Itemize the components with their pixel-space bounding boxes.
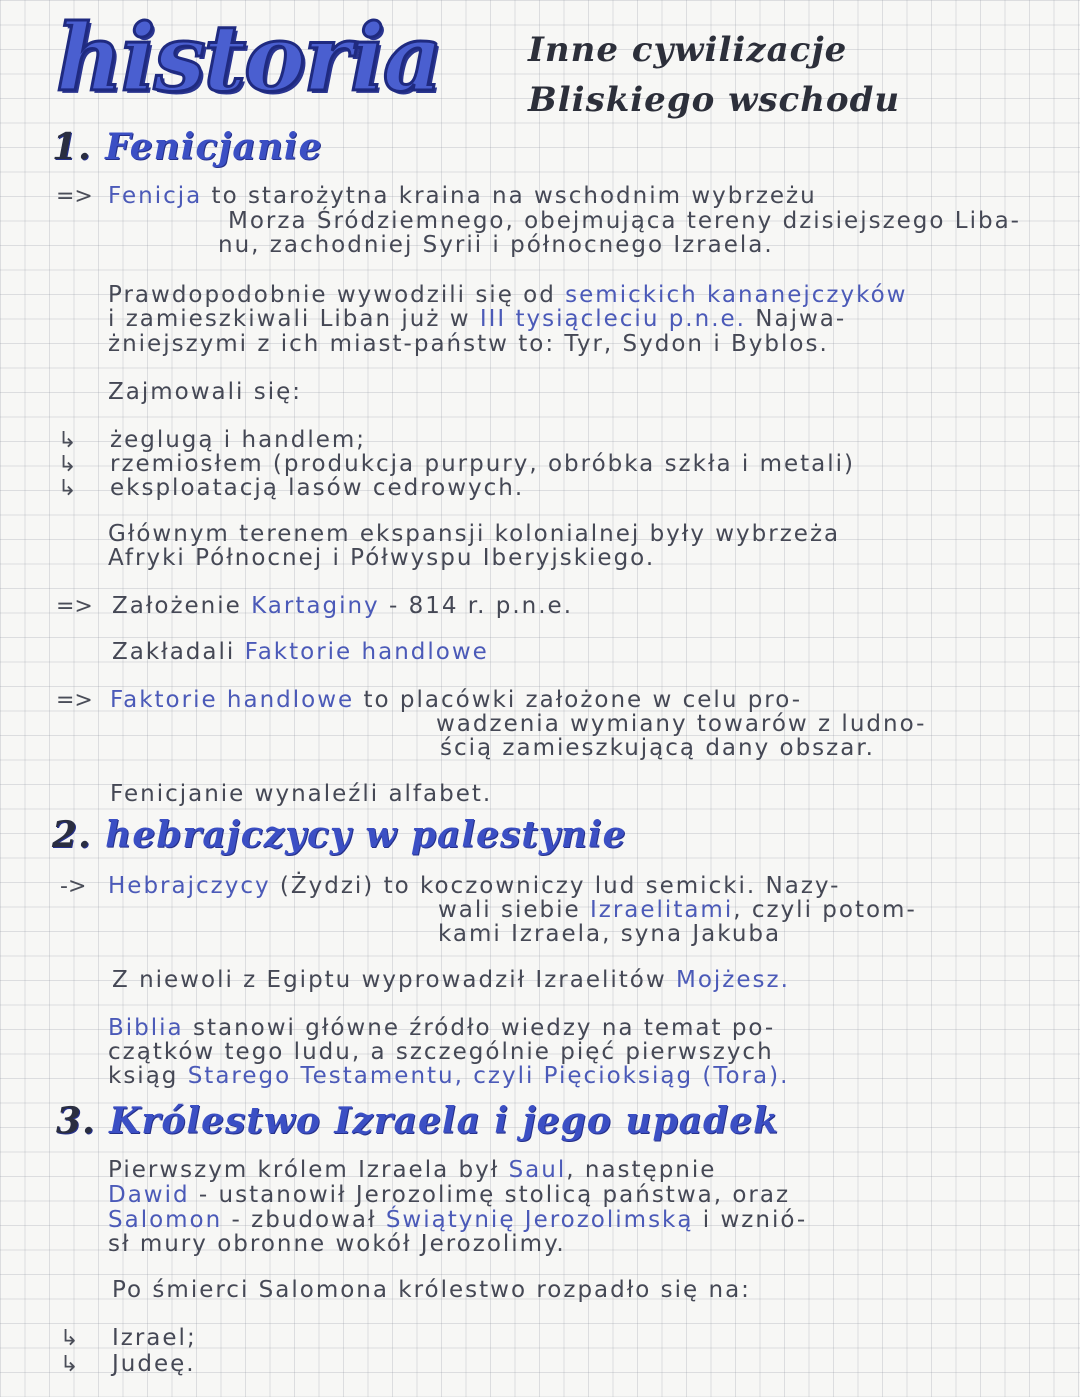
hebrews-text-3: , czyli potom- (733, 897, 917, 923)
hebrews-line-1 (108, 874, 840, 899)
definition-line-3: nu, zachodniej Syrii i północnego Izraela. (218, 232, 774, 258)
definition-line-1 (108, 184, 817, 209)
founding-date: - 814 r. p.n.e. (379, 593, 574, 619)
subtitle-line-1: Inne cywilizacje (528, 30, 848, 70)
double-arrow-icon: => (56, 688, 93, 713)
solomon-highlight: Salomon (108, 1207, 223, 1233)
arrow-icon: -> (60, 874, 87, 899)
factories-definition-line-1 (110, 688, 802, 713)
old-testament-highlight: Starego Testamentu, czyli Pięcioksiąg (Tora). (187, 1063, 790, 1089)
origin-date-highlight: III tysiącleciu p.n.e. (479, 306, 746, 332)
hebrews-text-2: wali siebie (438, 897, 590, 923)
carthage-founding (112, 594, 573, 619)
page-title: historia (56, 4, 441, 112)
bible-line-3 (108, 1064, 789, 1089)
hebrews-line-2 (438, 898, 917, 923)
bullet-arrow-icon: ↳ (58, 452, 77, 477)
occupation-item: rzemiosłem (produkcja purpury, obróbka szkła i metali) (110, 451, 856, 477)
hebrews-text: (Żydzi) to koczowniczy lud semicki. Nazy- (270, 873, 841, 899)
definition-line-2: Morza Śródziemnego, obejmująca tereny dzisiejszego Liba- (228, 208, 1021, 234)
section-3-title: Królestwo Izraela i jego upadek (109, 1100, 779, 1142)
kingdom-text: Pierwszym królem Izraela był (108, 1157, 509, 1183)
origin-line-2 (108, 307, 846, 332)
hebrews-line-3: kami Izraela, syna Jakuba (438, 921, 782, 947)
saul-highlight: Saul (508, 1157, 567, 1183)
split-line: Po śmierci Salomona królestwo rozpadło się na: (112, 1277, 751, 1303)
origin-text-2: i zamieszkiwali Liban już w (108, 306, 480, 332)
occupation-item: żeglugą i handlem; (110, 427, 367, 453)
moses-line (112, 968, 790, 993)
moses-highlight: Mojżesz. (675, 967, 790, 993)
factories-term: Faktorie handlowe (110, 687, 355, 713)
occupation-item: eksploatacją lasów cedrowych. (110, 475, 525, 501)
bible-term: Biblia (108, 1015, 184, 1041)
kingdom-item: Izrael; (112, 1325, 197, 1351)
kingdom-text-3: - ustanowił Jerozolimę stolicą państwa, oraz (189, 1182, 791, 1208)
hebrews-term: Hebrajczycy (108, 873, 271, 899)
section-2-title: hebrajczycy w palestynie (105, 814, 627, 856)
section-1-title: Fenicjanie (105, 126, 323, 168)
alphabet-line: Fenicjanie wynaleźli alfabet. (110, 781, 493, 807)
occupations-label: Zajmowali się: (108, 379, 302, 405)
david-highlight: Dawid (108, 1182, 190, 1208)
bullet-arrow-icon: ↳ (58, 428, 77, 453)
temple-highlight: Świątynię Jerozolimską (385, 1207, 694, 1233)
section-2-number: 2. (52, 814, 92, 856)
factories-definition-line-3: ścią zamieszkującą dany obszar. (440, 735, 875, 761)
kingdom-line-3 (108, 1208, 807, 1233)
section-1-heading (52, 126, 323, 168)
kingdom-line-2 (108, 1183, 790, 1208)
factories-def-text: to placówki założone w celu pro- (354, 687, 803, 713)
subtitle-line-2: Bliskiego wschodu (528, 80, 901, 120)
israelites-highlight: Izraelitami (589, 897, 734, 923)
expansion-line-1: Głównym terenem ekspansji kolonialnej były wybrzeża (108, 521, 841, 547)
section-3-heading (56, 1100, 779, 1142)
moses-text: Z niewoli z Egiptu wyprowadził Izraelitów (112, 967, 676, 993)
origin-highlight: semickich kananejczyków (565, 282, 908, 308)
factories-definition-line-2: wadzenia wymiany towarów z ludno- (436, 711, 927, 737)
bible-line-2: czątków tego ludu, a szczególnie pięć pierwszych (108, 1039, 774, 1065)
section-2-heading (52, 814, 627, 856)
origin-text: Prawdopodobnie wywodzili się od (108, 282, 566, 308)
kingdom-text-2: , następnie (566, 1157, 717, 1183)
bullet-arrow-icon: ↳ (58, 476, 77, 501)
factories-text: Zakładali (112, 639, 245, 665)
kingdom-text-4: - zbudował (222, 1207, 386, 1233)
bible-line-1 (108, 1016, 775, 1041)
origin-line-1 (108, 283, 907, 308)
carthage-highlight: Kartaginy (251, 593, 380, 619)
double-arrow-icon: => (56, 184, 93, 209)
expansion-line-2: Afryki Północnej i Półwyspu Iberyjskiego. (108, 545, 656, 571)
kingdom-line-1 (108, 1158, 716, 1183)
kingdom-line-4: sł mury obronne wokół Jerozolimy. (108, 1231, 566, 1257)
section-3-number: 3. (56, 1100, 96, 1142)
definition-term: Fenicja (108, 183, 203, 209)
origin-line-3: żniejszymi z ich miast-państw to: Tyr, Sydon i Byblos. (108, 331, 829, 357)
bullet-arrow-icon: ↳ (60, 1326, 79, 1351)
bullet-arrow-icon: ↳ (60, 1352, 79, 1377)
kingdom-item: Judeę. (112, 1351, 196, 1377)
factories-highlight: Faktorie handlowe (244, 639, 489, 665)
origin-text-3: Najwa- (745, 306, 847, 332)
factories-line (112, 640, 489, 665)
section-1-number: 1. (52, 126, 92, 168)
bible-text: stanowi główne źródło wiedzy na temat po- (183, 1015, 776, 1041)
founding-text: Założenie (112, 593, 252, 619)
double-arrow-icon: => (56, 594, 93, 619)
definition-text: to starożytna kraina na wschodnim wybrzeżu (202, 183, 817, 209)
bible-text-3: ksiąg (108, 1063, 188, 1089)
kingdom-text-5: i wznió- (693, 1207, 808, 1233)
